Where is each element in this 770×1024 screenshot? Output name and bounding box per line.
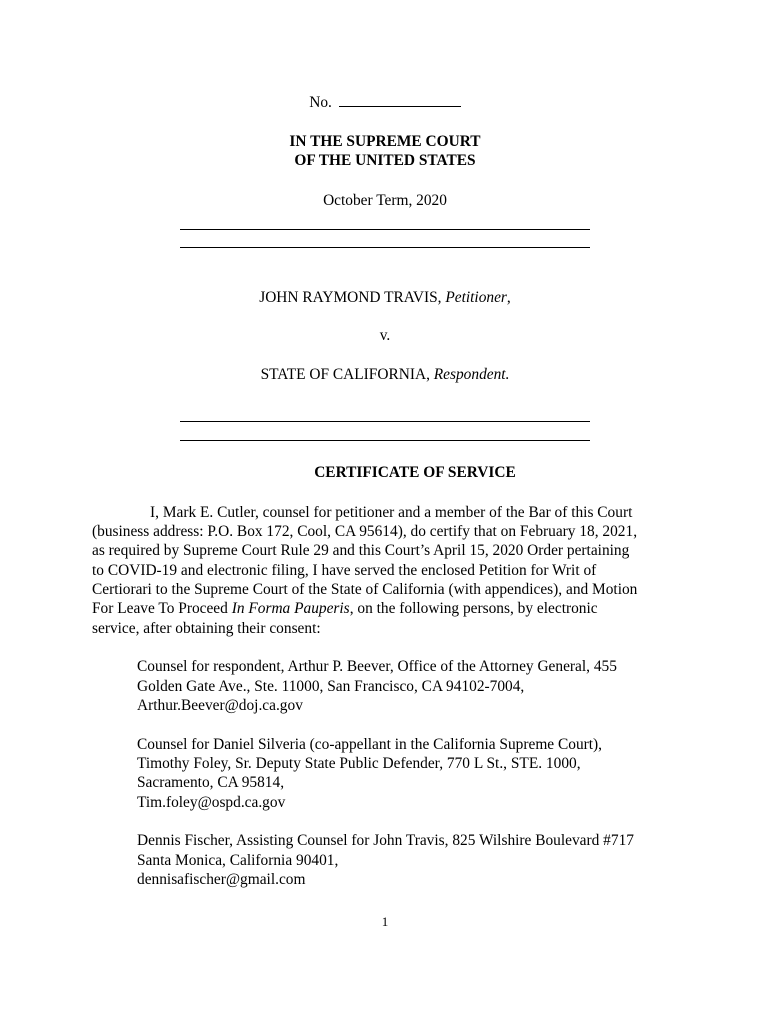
case-number-line	[0, 94, 770, 112]
service-line: Dennis Fischer, Assisting Counsel for John Travis, 825 Wilshire Boulevard #717	[137, 832, 634, 849]
body-line: as required by Supreme Court Rule 29 and this Court’s April 15, 2020 Order pertaining	[92, 542, 630, 559]
service-line: Timothy Foley, Sr. Deputy State Public Defender, 770 L St., STE. 1000,	[137, 755, 581, 772]
service-line: Counsel for respondent, Arthur P. Beever, Office of the Attorney General, 455	[137, 658, 617, 675]
respondent-role: Respondent.	[433, 366, 510, 383]
divider-rule	[180, 229, 590, 230]
court-title-line1: IN THE SUPREME COURT	[289, 133, 481, 150]
divider-rule	[180, 247, 590, 248]
versus: v.	[379, 327, 391, 344]
body-line: service, after obtaining their consent:	[92, 620, 321, 637]
respondent-name: STATE OF CALIFORNIA,	[260, 366, 434, 383]
court-title-line2: OF THE UNITED STATES	[294, 152, 476, 169]
page-number: 1	[381, 914, 389, 929]
service-email: dennisafischer@gmail.com	[137, 871, 306, 888]
body-line: I, Mark E. Cutler, counsel for petitioner and a member of the Bar of this Court	[150, 504, 633, 521]
case-number-label: No.	[309, 94, 332, 111]
body-line: to COVID-19 and electronic filing, I have served the enclosed Petition for Writ of	[92, 562, 597, 579]
service-line: Sacramento, CA 95814,	[137, 774, 285, 791]
petitioner-role: Petitioner	[445, 289, 507, 306]
petitioner-name: JOHN RAYMOND TRAVIS,	[259, 289, 446, 306]
body-line: (business address: P.O. Box 172, Cool, CA 95614), do certify that on February 18, 2021,	[92, 523, 638, 540]
petitioner-suffix: ,	[506, 289, 511, 306]
service-email: Tim.foley@ospd.ca.gov	[137, 794, 286, 811]
body-line: Certiorari to the Supreme Court of the State of California (with appendices), and Motion	[92, 581, 638, 598]
service-line: Counsel for Daniel Silveria (co-appellant in the California Supreme Court),	[137, 736, 603, 753]
in-forma-pauperis: In Forma Pauperis	[231, 600, 350, 617]
service-line: Golden Gate Ave., Ste. 11000, San Francisco, CA 94102-7004,	[137, 678, 525, 695]
certificate-title: CERTIFICATE OF SERVICE	[314, 464, 516, 481]
body-line6-post: , on the following persons, by electronic	[349, 600, 598, 617]
case-number-blank	[339, 94, 461, 107]
respondent-line	[0, 366, 770, 384]
court-term: October Term, 2020	[323, 192, 447, 209]
divider-rule	[180, 421, 590, 422]
body-line6-pre: For Leave To Proceed	[92, 600, 232, 617]
body-line	[92, 599, 598, 618]
divider-rule	[180, 440, 590, 441]
service-line: Santa Monica, California 90401,	[137, 852, 339, 869]
service-email: Arthur.Beever@doj.ca.gov	[137, 697, 303, 714]
petitioner-line	[0, 289, 770, 307]
